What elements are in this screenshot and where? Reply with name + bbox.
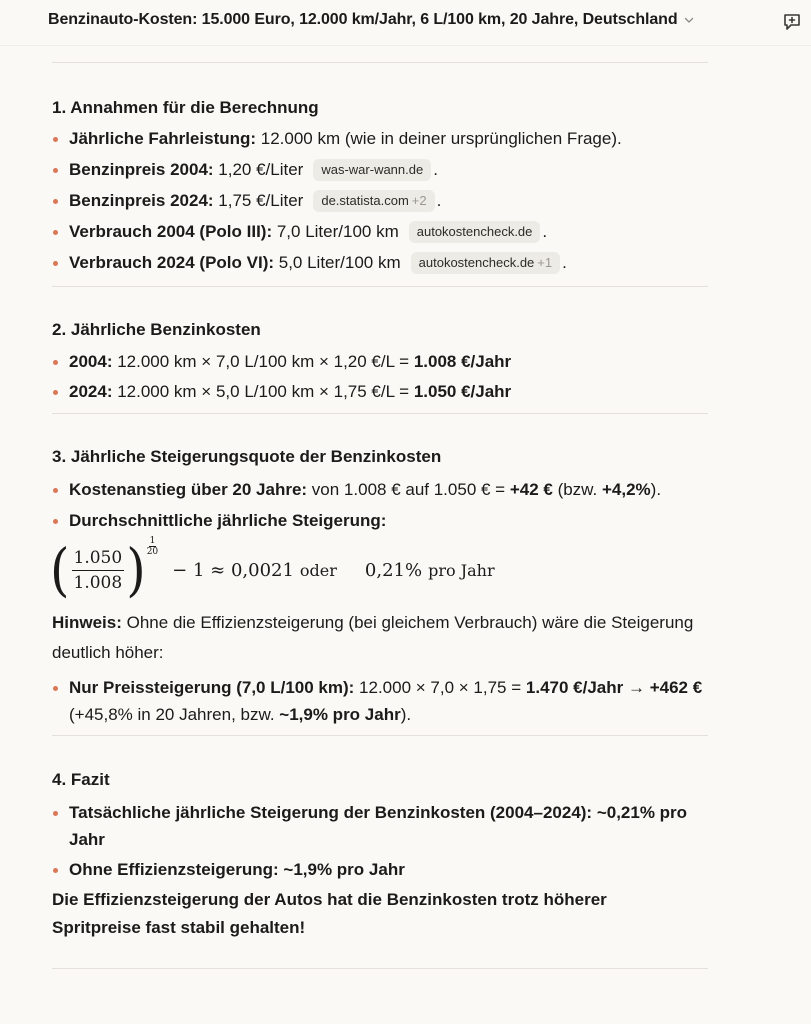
list-item: 2004: 12.000 km × 7,0 L/100 km × 1,20 €/L = 1.008 €/Jahr: [52, 348, 708, 378]
formula-fraction: $\frac{1.050}{1.008}$: [73, 547, 123, 593]
section-1-heading: 1. Annahmen für die Berechnung: [52, 98, 319, 117]
conclusion-list: [52, 799, 708, 883]
source-citation[interactable]: autokostencheck.de +1: [411, 252, 560, 274]
chat-title-menu[interactable]: [48, 11, 696, 29]
conclusion-paragraph: Die Effizienzsteigerung der Autos hat die Benzinkosten trotz höherer Spritpreise fast stabil gehalten!: [52, 890, 607, 937]
list-item: Jährliche Fahrleistung: 12.000 km (wie in deiner ursprünglichen Frage).: [52, 125, 708, 156]
increase-list: [52, 476, 708, 534]
source-citation[interactable]: de.statista.com +2: [313, 190, 434, 212]
list-item: Benzinpreis 2024: 1,75 €/Liter de.statista.com +2 .: [52, 187, 708, 218]
list-item: Durchschnittliche jährliche Steigerung:: [52, 507, 708, 534]
list-item: Nur Preissteigerung (7,0 L/100 km): 12.000 × 7,0 × 1,75 = 1.470 €/Jahr → +462 € (+45,8% in 20 Jahren, bzw. ~1,9% pro Jahr).: [52, 674, 708, 728]
list-item: Tatsächliche jährliche Steigerung der Benzinkosten (2004–2024): ~0,21% pro Jahr: [52, 799, 708, 853]
formula-expression: − 1 ≈ 0,0021: [172, 559, 294, 581]
divider: [52, 62, 708, 63]
top-bar: [0, 0, 811, 46]
costs-list: [52, 348, 708, 408]
list-item: Verbrauch 2024 (Polo VI): 5,0 Liter/100 km autokostencheck.de +1 .: [52, 249, 708, 280]
divider: [52, 286, 708, 287]
divider: [52, 413, 708, 414]
section-4-heading: 4. Fazit: [52, 770, 110, 789]
price-only-list: [52, 674, 708, 728]
source-citation[interactable]: was-war-wann.de: [313, 159, 431, 181]
section-3-heading: 3. Jährliche Steigerungsquote der Benzinkosten: [52, 447, 442, 466]
list-item: Kostenanstieg über 20 Jahre: von 1.008 € auf 1.050 € = +42 € (bzw. +4,2%).: [52, 476, 708, 503]
formula-word: pro Jahr: [428, 560, 495, 580]
section-2-heading: 2. Jährliche Benzinkosten: [52, 320, 261, 339]
formula-value: 0,21%: [364, 559, 423, 581]
message-content: [52, 62, 708, 969]
formula-exponent: 1 20: [146, 536, 159, 557]
source-citation[interactable]: autokostencheck.de: [409, 221, 541, 243]
formula-paren: (: [50, 536, 70, 604]
chevron-down-icon: [682, 13, 696, 27]
list-item: Ohne Effizienzsteigerung: ~1,9% pro Jahr: [52, 856, 708, 883]
list-item: Verbrauch 2004 (Polo III): 7,0 Liter/100 km autokostencheck.de .: [52, 218, 708, 249]
formula-paren: ): [126, 536, 146, 604]
list-item: 2024: 12.000 km × 5,0 L/100 km × 1,75 €/L = 1.050 €/Jahr: [52, 378, 708, 408]
divider: [52, 735, 708, 736]
list-item: Benzinpreis 2004: 1,20 €/Liter was-war-wann.de .: [52, 156, 708, 187]
formula: [50, 538, 708, 602]
new-chat-icon[interactable]: [781, 11, 803, 33]
assumptions-list: [52, 125, 708, 280]
divider: [52, 968, 708, 969]
formula-word: oder: [299, 560, 337, 580]
note-paragraph: Hinweis: Ohne die Effizienzsteigerung (bei gleichem Verbrauch) wäre die Steigerung deutlich höher:: [52, 613, 694, 662]
chat-title: Benzinauto-Kosten: 15.000 Euro, 12.000 km/Jahr, 6 L/100 km, 20 Jahre, Deutschland: [48, 11, 678, 28]
